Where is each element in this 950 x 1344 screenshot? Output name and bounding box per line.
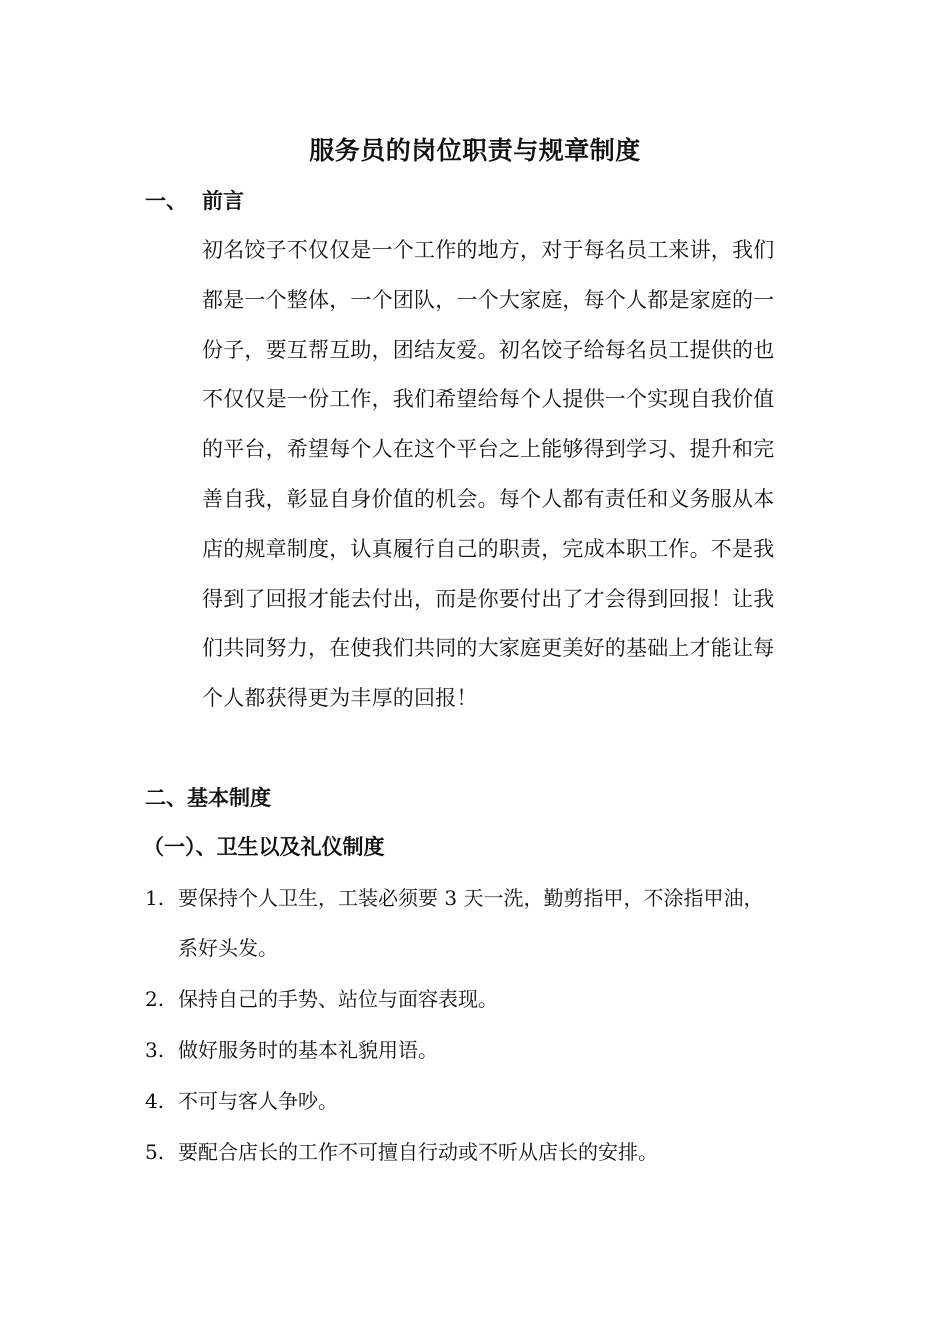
list-item bbox=[145, 1083, 835, 1119]
list-item-number: 2. bbox=[145, 987, 165, 1011]
paragraph-line: 都是一个整体，一个团队，一个大家庭，每个人都是家庭的一 bbox=[202, 287, 775, 312]
list-item-number: 3. bbox=[145, 1038, 165, 1062]
list-item-text: 做好服务时的基本礼貌用语。 bbox=[178, 1038, 438, 1062]
list-item-text: 不可与客人争吵。 bbox=[178, 1089, 338, 1113]
paragraph-line: 得到了回报才能去付出，而是你要付出了才会得到回报！让我 bbox=[202, 586, 775, 611]
paragraph-line: 个人都获得更为丰厚的回报！ bbox=[202, 686, 478, 711]
list-item-text: 保持自己的手势、站位与面容表现。 bbox=[178, 987, 498, 1011]
paragraph-line: 店的规章制度，认真履行自己的职责，完成本职工作。不是我 bbox=[202, 536, 775, 561]
list-item bbox=[145, 981, 835, 1017]
section-number: 一、 bbox=[145, 189, 187, 213]
subsection-heading-hygiene-etiquette: （一）、卫生以及礼仪制度 bbox=[143, 835, 385, 859]
list-item-text: 要保持个人卫生，工装必须要 3 天一洗，勤剪指甲，不涂指甲油， bbox=[178, 886, 764, 910]
list-item bbox=[145, 1032, 835, 1068]
list-item bbox=[145, 880, 835, 966]
list-item-text-continued: 系好头发。 bbox=[178, 936, 278, 960]
preface-paragraph bbox=[202, 232, 810, 730]
paragraph-line: 善自我，彰显自身价值的机会。每个人都有责任和义务服从本 bbox=[202, 486, 775, 511]
paragraph-line: 不仅仅是一份工作，我们希望给每个人提供一个实现自我价值 bbox=[202, 387, 775, 412]
document-title: 服务员的岗位职责与规章制度 bbox=[309, 136, 641, 165]
paragraph-line: 份子，要互帮互助，团结友爱。初名饺子给每名员工提供的也 bbox=[202, 337, 775, 362]
list-item-number: 5. bbox=[145, 1140, 165, 1164]
section-heading-preface: 前言 bbox=[202, 189, 244, 213]
section-heading-basic-rules: 二、基本制度 bbox=[145, 786, 271, 810]
rules-list bbox=[145, 880, 835, 1170]
list-item-number: 1. bbox=[145, 886, 165, 910]
paragraph-line: 们共同努力，在使我们共同的大家庭更美好的基础上才能让每 bbox=[202, 636, 775, 661]
list-item-text: 要配合店长的工作不可擅自行动或不听从店长的安排。 bbox=[178, 1140, 658, 1164]
list-item-number: 4. bbox=[145, 1089, 165, 1113]
paragraph-line: 初名饺子不仅仅是一个工作的地方，对于每名员工来讲，我们 bbox=[202, 238, 775, 262]
list-item bbox=[145, 1134, 835, 1170]
paragraph-line: 的平台，希望每个人在这个平台之上能够得到学习、提升和完 bbox=[202, 437, 775, 462]
